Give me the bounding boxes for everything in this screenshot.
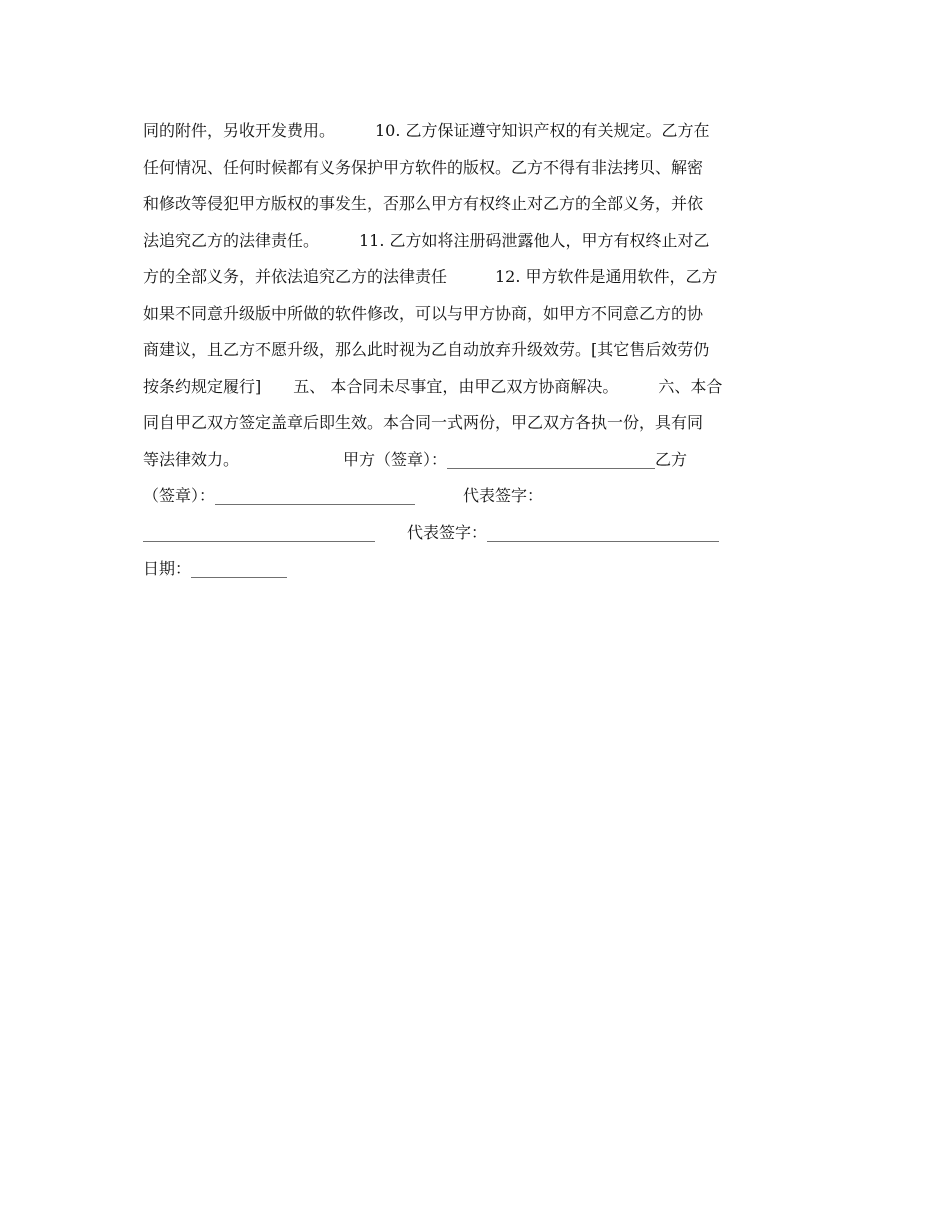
contract-line-6: 如果不同意升级版中所做的软件修改，可以与甲方协商，如甲方不同意乙方的协 bbox=[143, 303, 704, 323]
date-line: 日期：____________ bbox=[143, 559, 288, 578]
contract-line-5: 方的全部义务，并依法追究乙方的法律责任 12. 甲方软件是通用软件，乙方 bbox=[143, 267, 718, 286]
contract-line-4: 法追究乙方的法律责任。 11. 乙方如将注册码泄露他人，甲方有权终止对乙 bbox=[143, 230, 710, 250]
representative-signature-line: _____________________________ 代表签字：_____________________________ bbox=[143, 522, 720, 542]
signature-line-party-a: 等法律效力。 甲方（签章）：__________________________乙方 bbox=[143, 449, 688, 469]
signature-line-party-b: （签章）：_________________________ 代表签字： bbox=[143, 486, 544, 505]
contract-line-7: 商建议，且乙方不愿升级，那么此时视为乙自动放弃升级效劳。[其它售后效劳仍 bbox=[143, 340, 710, 359]
contract-line-9: 同自甲乙双方签定盖章后即生效。本合同一式两份，甲乙双方各执一份，具有同 bbox=[143, 413, 704, 432]
contract-line-3: 和修改等侵犯甲方版权的事发生，否那么甲方有权终止对乙方的全部义务，并依 bbox=[143, 194, 704, 213]
contract-line-2: 任何情况、任何时候都有义务保护甲方软件的版权。乙方不得有非法拷贝、解密 bbox=[143, 157, 704, 177]
contract-line-1: 同的附件，另收开发费用。 10. 乙方保证遵守知识产权的有关规定。乙方在 bbox=[143, 121, 710, 140]
contract-line-8: 按条约规定履行] 五、 本合同未尽事宜，由甲乙双方协商解决。 六、本合 bbox=[143, 376, 723, 396]
contract-text bbox=[143, 113, 813, 588]
